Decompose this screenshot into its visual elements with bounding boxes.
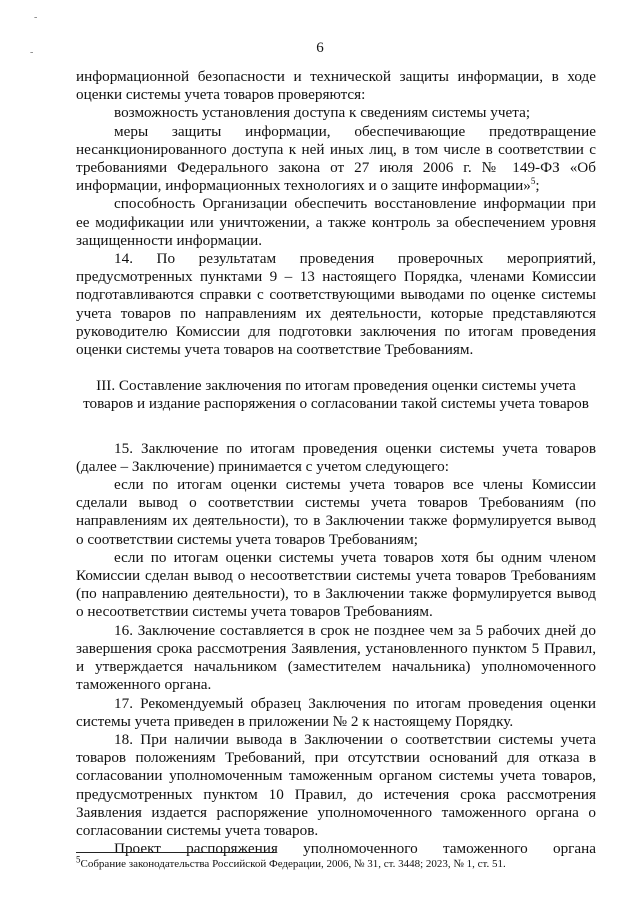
- paragraph: 17. Рекомендуемый образец Заключения по итогам проведения оценки системы учета приведен в приложении № 2 к настоящему Порядку.: [76, 694, 596, 730]
- paragraph: 15. Заключение по итогам проведения оценки системы учета товаров (далее – Заключение) принимается с учетом следующего:: [76, 439, 596, 475]
- paragraph: 16. Заключение составляется в срок не позднее чем за 5 рабочих дней до завершения срока рассмотрения Заявления, установленного пунктом 5 Правил, и утверждается начальником (заместителем начальника) уполномоченного таможенного органа.: [76, 621, 596, 694]
- scan-mark: -: [34, 12, 38, 23]
- document-body: [76, 68, 596, 858]
- section-heading: III. Составление заключения по итогам проведения оценки системы учета товаров и издание распоряжения о согласовании такой системы учета товаров: [83, 377, 589, 413]
- footnote-text: Собрание законодательства Российской Федерации, 2006, № 31, ст. 3448; 2023, № 1, ст. 51.: [80, 858, 506, 870]
- paragraph: способность Организации обеспечить восстановление информации при ее модификации или уничтожении, а также контроль за обеспечением уровня защищенности информации.: [76, 195, 596, 249]
- page-number: 6: [316, 40, 324, 56]
- paragraph: Проект распоряжения уполномоченного таможенного органа: [114, 840, 596, 858]
- paragraph: если по итогам оценки системы учета товаров все члены Комиссии сделали вывод о соответствии системы учета товаров Требованиям (по направлениям их деятельности), то в Заключении также формулируется вывод о соответствии системы учета товаров Требованиям;: [76, 476, 596, 548]
- footnote-divider: [76, 852, 276, 853]
- paragraph: если по итогам оценки системы учета товаров хотя бы одним членом Комиссии сделан вывод о несоответствии системы учета товаров Требованиям (по направлению деятельности), то в Заключении также формулируется вывод о несоответствии системы учета товаров Требованиям.: [76, 548, 596, 621]
- paragraph: 18. При наличии вывода в Заключении о соответствии системы учета товаров положениям Требований, при отсутствии оснований для отказа в согласовании уполномоченным таможенным органом системы учета товаров, предусмотренных пунктом 10 Правил, до истечения срока рассмотрения Заявления издается распоряжение уполномоченного таможенного органа о согласовании системы учета товаров.: [76, 730, 596, 839]
- paragraph: возможность установления доступа к сведениям системы учета;: [114, 104, 531, 122]
- footnote-ref[interactable]: 5: [530, 176, 536, 187]
- paragraph: информационной безопасности и технической защиты информации, в ходе оценки системы учета товаров проверяются:: [76, 68, 596, 104]
- scan-mark: -: [30, 47, 34, 58]
- footnote: [76, 854, 596, 871]
- paragraph-text: меры защиты информации, обеспечивающие предотвращение несанкционированного доступа к ней иных лиц, в том числе в соответствии с требованиями Федерального закона от 27 июля 2006 г. № 149-ФЗ «Об информации, информационных технологиях и о защите информации»: [76, 122, 596, 195]
- paragraph: меры защиты информации, обеспечивающие предотвращение несанкционированного доступа к ней иных лиц, в том числе в соответствии с требованиями Федерального закона от 27 июля 2006 г. № 149-ФЗ «Об информации, информационных технологиях и о защите информации»$^5$;: [76, 122, 596, 195]
- footnote-marker: 5: [76, 854, 81, 865]
- paragraph: 14. По результатам проведения проверочных мероприятий, предусмотренных пунктами 9 – 13 настоящего Порядка, членами Комиссии подготавливаются справки с соответствующими выводами по оценке системы учета товаров по направлениям их деятельности, которые представляются руководителю Комиссии для подготовки заключения по итогам проведения оценки системы учета товаров на соответствие Требованиям.: [76, 250, 596, 359]
